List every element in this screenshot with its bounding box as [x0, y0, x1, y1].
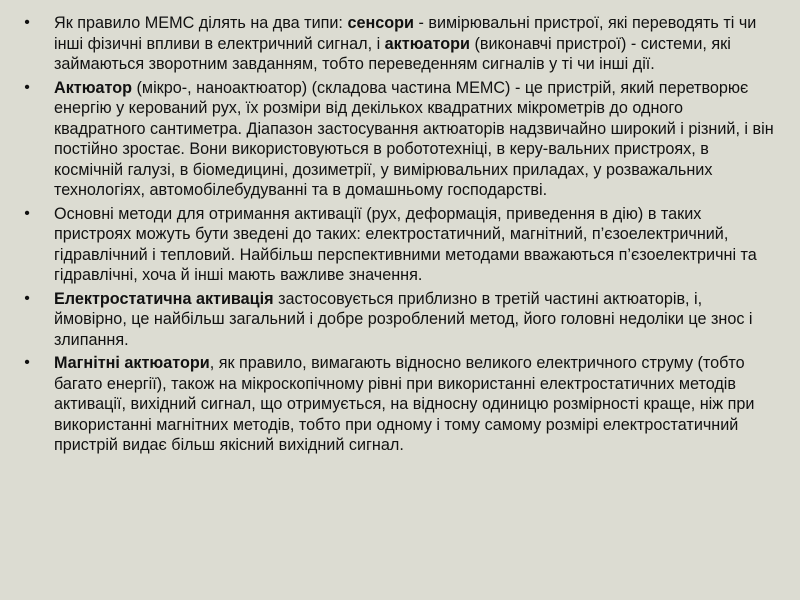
text-run: - вимірювальні пристрої, які переводять ті чи інші фізичні впливи в електричний сигнал, і	[54, 14, 757, 53]
bullet-paragraph-5	[24, 353, 778, 456]
term-electrostatic-activation: Електростатична активація	[54, 289, 274, 308]
text-run: (виконавчі пристрої) - системи, які займаються зворотним завданням, тобто переведенням сигналів у ті чи інші дії.	[54, 34, 731, 73]
bullet-icon: •	[24, 354, 30, 371]
bullet-paragraph-2	[24, 78, 778, 201]
term-sensors: сенсори	[347, 14, 414, 32]
text-run: Як правило МЕМС ділять на два типи:	[54, 14, 348, 32]
text-run: (мікро-, наноактюатор) (складова частина МЕМС) - це пристрій, який перетворює енергію у керований рух, їх розміри від декількох квадратних мікрометрів до одного квадратного сантиметра. Діапазон застосування актюаторів надзвичайно широкий і різний, і він постійно зростає. Вони використовуються в робототехніці, в керу-вальних пристроях, в космічній галузі, в біомедицині, дозиметрії, у вимірювальних приладах, у розважальних технологіях, автомобілебудуванні та в домашньому господарстві.	[54, 78, 774, 199]
bullet-icon: •	[24, 78, 30, 96]
text-run: , як правило, вимагають відносно великого електричного струму (тобто багато енергії), також на мікроскопічному рівні при використанні електростатичних методів активації, вихідний сигнал, що отримується, на відносну одиницю розмірності краще, ніж при використанні магнітних методів, тобто при одному і тому самому розмірі електростатичний пристрій видає більш якісний вихідний сигнал.	[54, 354, 755, 454]
term-magnetic-actuators: Магнітні актюатори	[54, 354, 210, 372]
bullet-list	[24, 13, 778, 459]
bullet-icon: •	[24, 14, 30, 31]
text-run: застосовується приблизно в третій частині актюаторів, і, ймовірно, це найбільш загальний і добре розроблений метод, його головні недоліки це знос і злипання.	[54, 289, 753, 349]
bullet-paragraph-3	[24, 204, 778, 286]
bullet-icon: •	[24, 204, 30, 222]
bullet-paragraph-4	[24, 289, 778, 351]
term-actuator: Актюатор	[54, 78, 133, 97]
text-run: Основні методи для отримання активації (рух, деформація, приведення в дію) в таких пристроях можуть бути зведені до таких: електростатичний, магнітний, п’єзоелектричний, гідравлічний і тепловий. Найбільш перспективними методами вважаються п’єзоелектричні та гідравлічні, хоча й інші мають важливе значення.	[54, 204, 757, 284]
bullet-icon: •	[24, 289, 30, 307]
term-actuators: актюатори	[384, 34, 470, 53]
bullet-paragraph-1	[24, 13, 778, 75]
